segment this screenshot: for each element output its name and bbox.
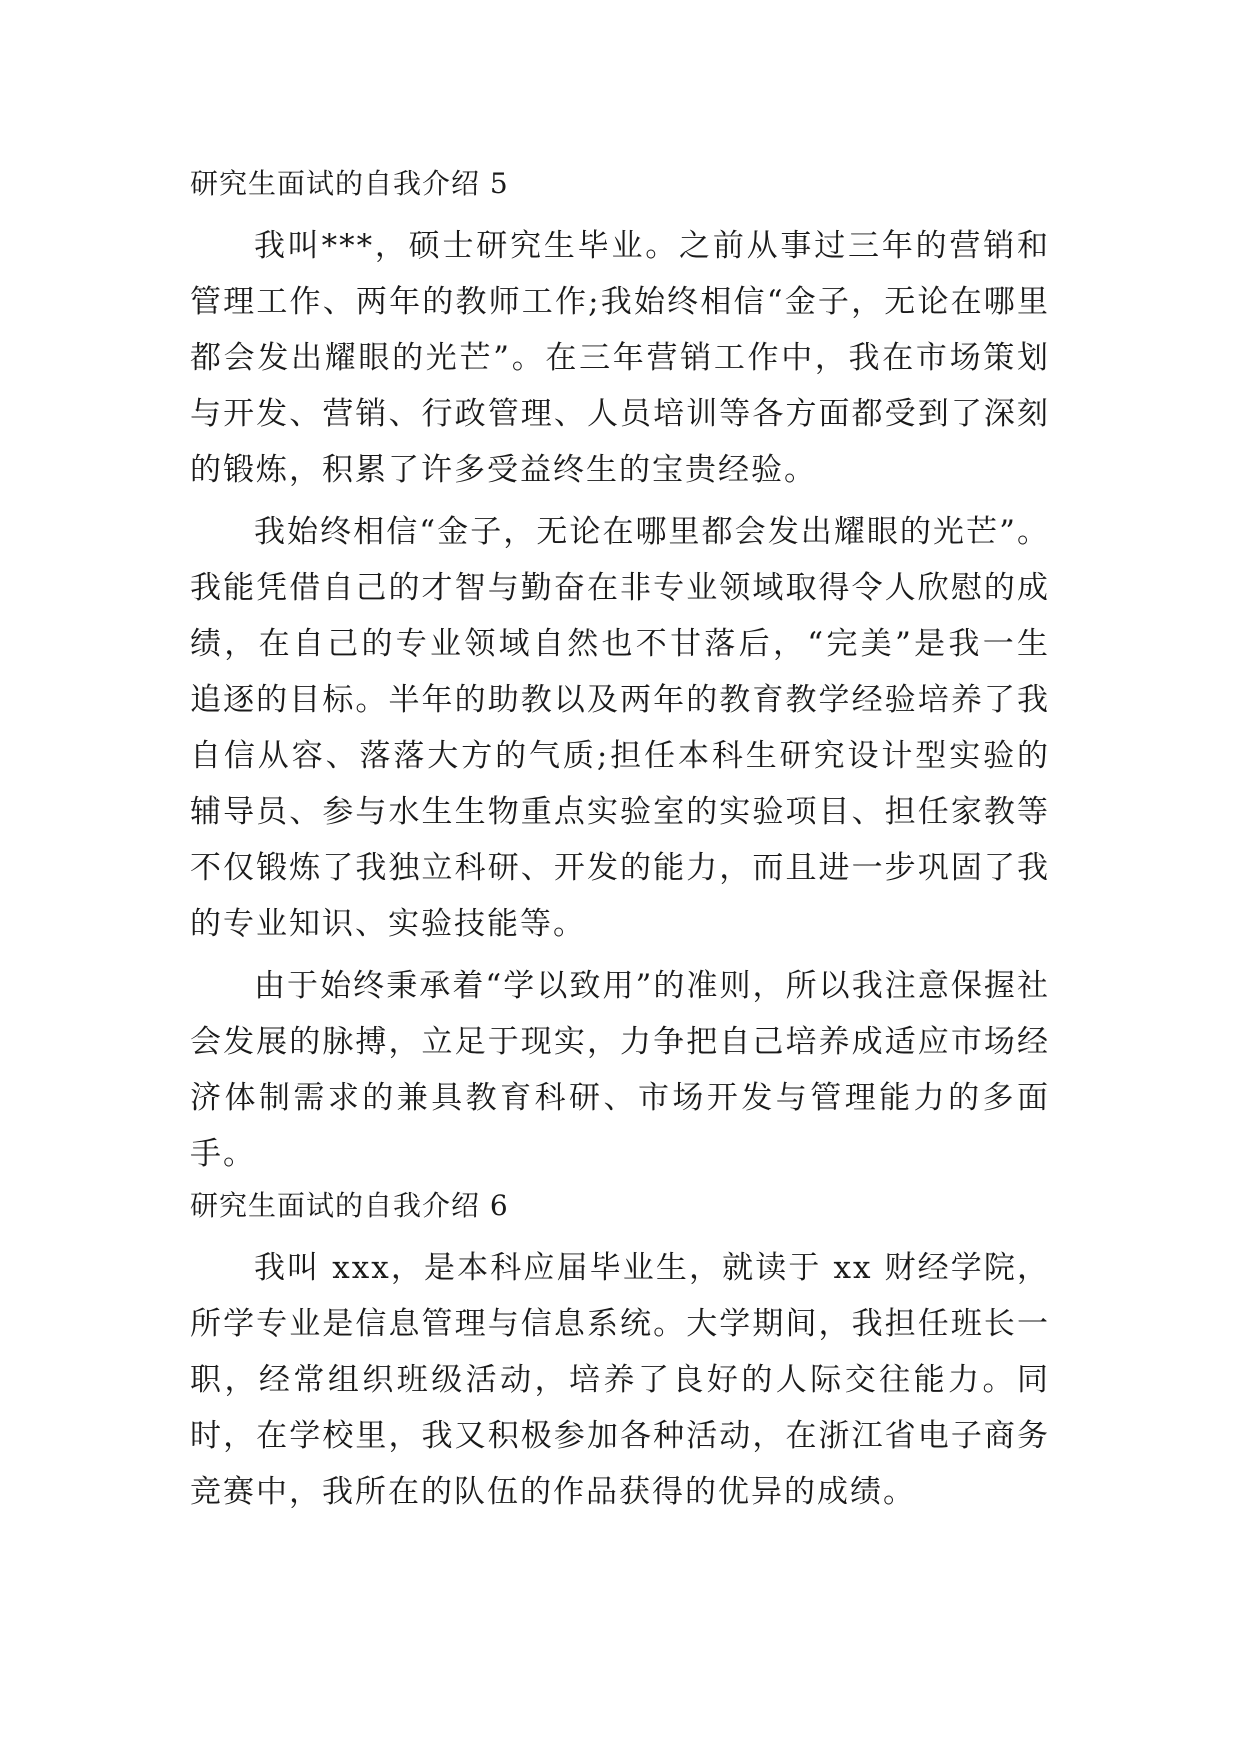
paragraph: 我叫***，硕士研究生毕业。之前从事过三年的营销和管理工作、两年的教师工作;我始终相信“金子，无论在哪里都会发出耀眼的光芒”。在三年营销工作中，我在市场策划与开发、营销、行政管理、人员培训等各方面都受到了深刻的锻炼，积累了许多受益终生的宝贵经验。: [190, 228, 1050, 488]
paragraph: 我叫 xxx，是本科应届毕业生，就读于 xx 财经学院，所学专业是信息管理与信息系统。大学期间，我担任班长一职，经常组织班级活动，培养了良好的人际交往能力。同时，在学校里，我又积极参加各种活动，在浙江省电子商务竞赛中，我所在的队伍的作品获得的优异的成绩。: [190, 1250, 1050, 1510]
section-heading: 研究生面试的自我介绍 5: [190, 167, 509, 200]
paragraph: 由于始终秉承着“学以致用”的准则，所以我注意保握社会发展的脉搏，立足于现实，力争把自己培养成适应市场经济体制需求的兼具教育科研、市场开发与管理能力的多面手。: [190, 968, 1050, 1172]
section-6: [190, 1188, 1050, 1520]
section-5: [190, 166, 1050, 1182]
paragraph: 我始终相信“金子，无论在哪里都会发出耀眼的光芒”。我能凭借自己的才智与勤奋在非专业领域取得令人欣慰的成绩，在自己的专业领域自然也不甘落后，“完美”是我一生追逐的目标。半年的助教以及两年的教育教学经验培养了我自信从容、落落大方的气质;担任本科生研究设计型实验的辅导员、参与水生生物重点实验室的实验项目、担任家教等不仅锻炼了我独立科研、开发的能力，而且进一步巩固了我的专业知识、实验技能等。: [190, 514, 1050, 942]
document-body: [190, 166, 1050, 1526]
section-heading: 研究生面试的自我介绍 6: [190, 1189, 509, 1222]
